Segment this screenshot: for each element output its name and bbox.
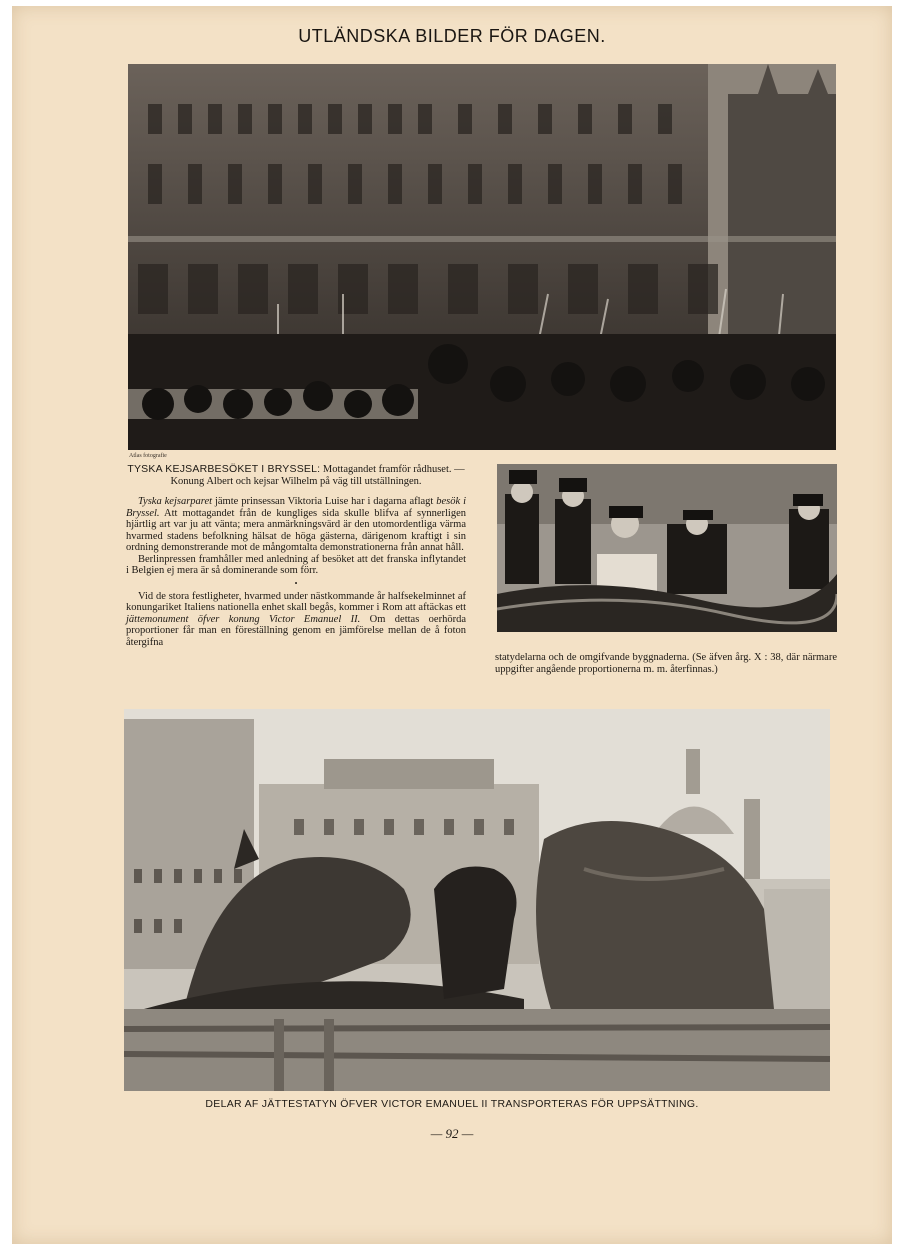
rome-p1-text-2: Om dettas oerhörda proportioner får man en föreställning genom en jämförelse mellan de å foton återgifna [126, 613, 466, 648]
brussels-caption [126, 464, 466, 487]
rome-p1-italic: jättemonument öfver konung Victor Emanuel II. [126, 613, 361, 625]
brussels-p1-italic-2: besök i Bryssel. [126, 496, 466, 519]
royal-carriage-illustration [497, 464, 837, 632]
rome-statue-photo [124, 709, 830, 1091]
rome-paragraph-1 [126, 591, 466, 649]
brussels-paragraph-1 [126, 496, 466, 554]
brussels-p1-italic-1: Tyska kejsarparet [138, 496, 213, 507]
brussels-caption-lead: TYSKA KEJSARBESÖKET I BRYSSEL: [127, 463, 321, 475]
brussels-caption-text: Mottagandet framför rådhuset. — Konung Albert och kejsar Wilhelm på väg till utställningen. [170, 464, 465, 487]
rome-p1-text-1: Vid de stora festligheter, hvarmed under nästkommande år halfsekelminnet af konungariket Italiens nationella enhet skall begås, kommer i Rom att aftäckas ett [126, 590, 466, 613]
magazine-page [12, 6, 892, 1244]
rome-statue-illustration [124, 709, 830, 1091]
brussels-paragraph-2: Berlinpressen framhåller med anledning af besöket att det franska inflytandet i Belgien ej mera är så dominerande som förr. [126, 553, 466, 576]
brussels-square-illustration [128, 64, 836, 450]
page-number: — 92 — [430, 1126, 474, 1141]
brussels-square-photo [128, 64, 836, 450]
brussels-p1-text-1: jämte prinsessan Viktoria Luise har i dagarna aflagt [212, 496, 437, 507]
paragraph-separator: • [294, 578, 298, 588]
brussels-text-column [126, 464, 466, 648]
statue-caption: DELAR AF JÄTTESTATYN ÖFVER VICTOR EMANUEL II TRANSPORTERAS FÖR UPPSÄTTNING. [205, 1098, 699, 1110]
photo-credit: Atlas fotografie [129, 453, 167, 459]
royal-carriage-photo [497, 464, 837, 632]
rome-text-continuation: statydelarna och de omgifvande byggnaderna. (Se äfven årg. X : 38, där närmare uppgifter angående proportionerna m. m. återfinnas.) [495, 652, 837, 675]
page-title: UTLÄNDSKA BILDER FÖR DAGEN. [298, 26, 606, 46]
brussels-p1-text-2: Att mottagandet från de kungliges sida skulle blifva af synnerligen hjärtlig art var ju att vänta; mera anmärkningsvärd är den utomordentliga värma hvarmed stadens befolkning hälsat de höga gästerna, därigenom kraftigt i sin ordning demonstrerande mot de mångomtalta demonstrationerna från annat håll. [126, 507, 466, 553]
